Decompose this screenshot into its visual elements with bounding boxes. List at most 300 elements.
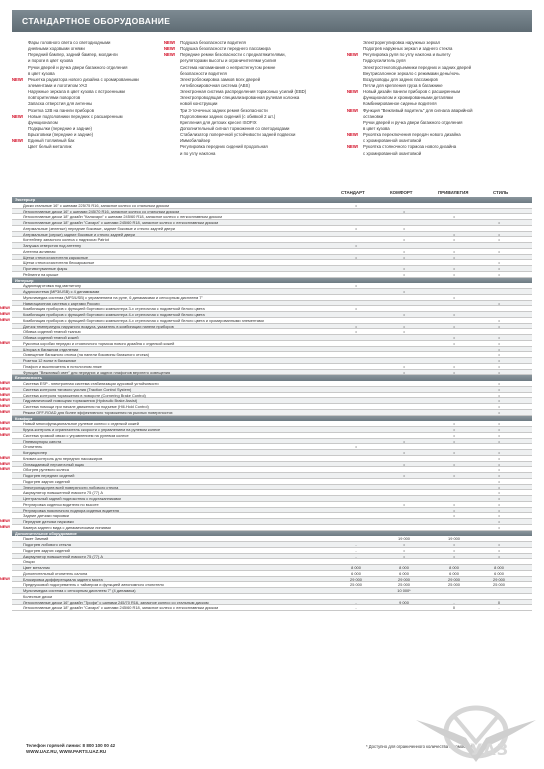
row-label: Диски стальные 16" с шинами 225/75 R16, запасное колесо со стальным диском <box>23 202 169 208</box>
cell-privilege: 29 000 <box>448 576 460 582</box>
standard-equipment-text: Регулировка передних сидений продольная <box>180 144 268 150</box>
row-label: Легкосплавные диски 16" дизайн "Трофи" с шинами 245/70 R16, запасное колесо со стальным диском <box>23 599 209 605</box>
cell-style: • <box>498 323 500 329</box>
standard-equipment-text: Внутрисалонное зеркало с режимами день/ночь <box>363 70 460 76</box>
standard-equipment-text: Новые подголовники передних с расширенным <box>28 113 123 119</box>
standard-equipment-item <box>164 151 374 157</box>
cell-privilege: • <box>453 547 455 553</box>
row-label: Подогрев лобового стекла <box>23 542 71 547</box>
cell-privilege: • <box>453 501 455 507</box>
cell-style: • <box>498 501 500 507</box>
column-header-style: СТИЛЬ <box>493 190 509 195</box>
cell-comfort: 25 000 <box>398 582 410 588</box>
row-label: Комбинация приборов с функцией бортового компьютера 4-х стрелочная с подсветкой белого цвета <box>23 312 205 317</box>
cell-privilege: • <box>453 369 455 375</box>
row-label: Аккумулятор повышенной емкости 75 (77) А <box>23 553 103 559</box>
new-badge: NEW! <box>0 312 11 316</box>
row-label: Круиз-контроль и ограничитель скорости с управлением на рулевом колесе <box>23 427 161 432</box>
standard-equipment-text: Дополнительный сигнал торможения со светодиодами <box>180 125 290 131</box>
standard-equipment-text: элементами и логотипом УАЗ <box>28 82 87 88</box>
row-label: Легкосплавные диски 18" дизайн "Калахари" с шинами 245/60 R18, запасное колесо с легкосплавным диском <box>23 214 222 220</box>
standard-equipment-text: Подогрев наружных зеркал и заднего стекла <box>363 46 453 52</box>
cell-comfort: 10 000* <box>397 588 411 593</box>
standard-equipment-text: Наружные зеркала в цвет кузова с встроенными <box>28 89 125 95</box>
cell-standard: - <box>355 605 357 611</box>
cell-style: • <box>498 553 500 559</box>
row-label: Кондиционер <box>23 450 48 455</box>
row-label: Контейнер запасного колеса с надписью Patriot <box>23 237 109 243</box>
cell-privilege: • <box>453 427 455 432</box>
cell-style: • <box>498 271 500 277</box>
cell-style: • <box>498 409 500 415</box>
cell-comfort: • <box>403 208 405 214</box>
row-label: Система контроля торможения в повороте (Cornering Brake Control) <box>23 392 146 398</box>
cell-style: • <box>498 358 500 363</box>
standard-equipment-text: в цвет кузова <box>28 70 55 76</box>
standard-equipment-text: Подушка безопасности водителя <box>180 40 246 45</box>
standard-equipment-item <box>12 144 182 150</box>
new-badge: NEW! <box>12 76 24 82</box>
standard-equipment-text: Цвет белый металлик <box>28 144 72 150</box>
row-label: Режим OFF-ROAD для более эффективного торможения на рыхлых поверхностях <box>23 409 173 415</box>
cell-style: • <box>498 427 500 432</box>
row-label: Рейлинги на крыше <box>23 271 59 277</box>
row-label: Навигационная система с картами России <box>23 300 100 306</box>
cell-privilege: 6 000 <box>449 570 459 576</box>
cell-style: • <box>498 392 500 398</box>
cell-privilege: 0 <box>452 605 456 611</box>
row-label: Центральный задний подлокотник с подстаканниками <box>23 496 121 501</box>
cell-style: • <box>498 467 500 473</box>
standard-equipment-text: Рукоятка переключения передач нового дизайна <box>363 132 461 138</box>
standard-equipment-text: Три 3-точечных задних ремня безопасности <box>180 107 268 113</box>
cell-style: • <box>498 513 500 519</box>
new-badge: NEW! <box>0 461 11 466</box>
cell-style: • <box>498 404 500 409</box>
row-label: Антенна активная <box>23 248 56 254</box>
cell-style: • <box>498 398 500 404</box>
row-label: Пакет Зимний <box>23 536 49 542</box>
new-badge: NEW! <box>347 89 359 95</box>
standard-equipment-text: Передние ремни безопасности с преднатяжителями, <box>180 52 286 58</box>
standard-equipment-text: Электрорегулировка наружных зеркал <box>363 40 440 45</box>
standard-equipment-text: Электростеклоподъемники передних и задних дверей <box>363 64 472 70</box>
cell-style: • <box>498 220 500 225</box>
row-label: Камера заднего вида с динамическими линиями <box>23 524 111 530</box>
standard-equipment-text: Воздуховоды для задних пассажиров <box>363 76 438 82</box>
cell-style: • <box>498 317 500 323</box>
row-label: Мультимедиа система (MP3/USB) с управлением на руле, 6 динамиками и сенсорным дисплеем 7" <box>23 294 203 300</box>
cell-comfort: • <box>403 225 405 231</box>
row-label: Обивка сидений темной тканью <box>23 329 81 335</box>
row-label: Рукоятка коробки передач и стояночного тормоза нового дизайна с отделкой кожей <box>23 340 175 346</box>
cell-style: - <box>498 605 500 611</box>
row-label: Цвет металлик <box>23 565 50 570</box>
page-header <box>12 10 532 32</box>
page-title: СТАНДАРТНОЕ ОБОРУДОВАНИЕ <box>22 16 171 26</box>
website-links[interactable]: WWW.UAZ.RU, WWW.PARTS.UAZ.RU <box>26 749 107 754</box>
cell-privilege: • <box>453 237 455 243</box>
cell-style: • <box>498 260 500 266</box>
cell-style: • <box>498 450 500 455</box>
new-badge: NEW! <box>0 519 11 523</box>
row-label: Аудиосистема (MP3/USB) с 4 динамиками <box>23 289 100 294</box>
new-badge: NEW! <box>12 138 24 144</box>
new-badge: NEW! <box>0 340 11 345</box>
cell-comfort: • <box>403 289 405 294</box>
cell-standard: • <box>355 243 357 248</box>
row-label: Противотуманные фары <box>23 266 68 271</box>
cell-style: • <box>498 237 500 243</box>
cell-style: • <box>498 363 500 369</box>
cell-privilege: • <box>453 312 455 317</box>
cell-comfort: • <box>403 501 405 507</box>
column-header-standard: СТАНДАРТ <box>341 190 365 195</box>
equipment-table <box>0 197 532 611</box>
standard-equipment-text: дневными ходовыми огнями <box>28 46 85 52</box>
cell-standard: - <box>355 547 357 553</box>
cell-privilege: • <box>453 473 455 478</box>
standard-equipment-item <box>347 151 532 157</box>
standard-equipment-text: Система напоминания о непристегнутом ремне <box>180 64 276 70</box>
intro-column-1 <box>12 40 182 151</box>
row-label: Комбинация приборов с функцией бортового компьютера 3-х стрелочная с подсветкой белого цвета <box>23 306 205 312</box>
cell-style: • <box>498 369 500 375</box>
new-badge: NEW! <box>0 455 11 460</box>
row-label: Аккумулятор повышенной емкости 75 (77) А <box>23 490 103 496</box>
cell-style: • <box>498 340 500 346</box>
cell-style: • <box>498 496 500 501</box>
cell-standard: • <box>355 444 357 450</box>
cell-standard: - <box>355 599 357 605</box>
cell-privilege: • <box>453 542 455 547</box>
row-label: Шторка в багажном отделении <box>23 346 79 352</box>
cell-comfort: • <box>403 237 405 243</box>
cell-style: • <box>498 490 500 496</box>
row-label: Отопитель <box>23 444 43 450</box>
standard-equipment-text: Запаска отверстия для антенны <box>28 101 93 107</box>
row-label: Подогрев задних сидений <box>23 478 70 484</box>
row-label: Легкосплавные диски 16" с шинами 245/70 R16, запасное колесо со стальным диском <box>23 208 180 214</box>
standard-equipment-text: Единый топливный бак <box>28 138 75 144</box>
cell-style: • <box>498 438 500 444</box>
row-label: Освещение багажного отсека (на панели боковины багажного отсека) <box>23 352 149 358</box>
cell-standard: • <box>355 329 357 335</box>
standard-equipment-text: Электроблокировка замков всех дверей <box>180 76 261 82</box>
standard-equipment-text: Стабилизатор поперечной устойчивости задней подвески <box>180 132 296 138</box>
row-label: Розетка 12 вольт в багажнике <box>23 358 77 363</box>
row-label: Щетки стеклоочистителя каркасные <box>23 254 89 260</box>
cell-style: 0 <box>497 599 501 605</box>
cell-privilege: • <box>453 335 455 340</box>
row-label: Запушка отверстия под антенну <box>23 243 82 248</box>
cell-comfort: 6 000 <box>399 570 409 576</box>
intro-column-3 <box>347 40 532 157</box>
cell-style: • <box>498 248 500 254</box>
column-header-comfort: КОМФОРТ <box>390 190 413 195</box>
standard-equipment-text: Брызговики (передние и задние) <box>28 132 94 138</box>
standard-equipment-text: в цвет кузова <box>363 125 390 131</box>
cell-standard: 25 000 <box>350 582 362 588</box>
cell-style: • <box>498 461 500 467</box>
cell-privilege: • <box>453 421 455 427</box>
cell-style: • <box>498 335 500 340</box>
standard-equipment-text: Функция "Вежливый водитель" для сигнала аварийной <box>363 107 473 113</box>
cell-style: • <box>498 300 500 306</box>
cell-privilege: • <box>453 271 455 277</box>
cell-style: • <box>498 524 500 530</box>
cell-comfort: • <box>403 323 405 329</box>
row-label: Система ESP - электронная система стабилизации курсовой устойчивости <box>23 381 159 386</box>
cell-comfort: 29 000 <box>398 576 410 582</box>
standard-equipment-text: Гидроусилитель руля <box>363 58 406 64</box>
standard-equipment-text: Новый дизайн панели приборов с расширенным <box>363 89 461 95</box>
row-label: Регулировка поясничного подпора сиденья водителя <box>23 507 120 513</box>
standard-equipment-text: Ручки дверей и ручка двери багажного отделения <box>363 119 463 125</box>
cell-privilege: • <box>453 438 455 444</box>
standard-equipment-text: с хромированной окантовкой <box>363 138 422 144</box>
cell-comfort: • <box>403 461 405 467</box>
standard-equipment-text: Фары головного света со светодиодными <box>28 40 111 45</box>
cell-privilege: - <box>453 599 455 605</box>
cell-style: • <box>498 473 500 478</box>
footnote: * Доступно для ограниченного количества автомобилей <box>366 744 475 749</box>
row-label: Блокировка дифференциала заднего моста <box>23 576 103 582</box>
row-label: Дополнительный отопитель салона <box>23 570 88 576</box>
new-badge: NEW! <box>12 113 24 119</box>
row-label: Подогрев передних сидений <box>23 473 75 478</box>
new-badge: NEW! <box>0 404 11 408</box>
row-label: Климат-контроль для передних пассажиров <box>23 455 103 461</box>
cell-comfort: • <box>403 473 405 478</box>
cell-privilege: • <box>453 254 455 260</box>
standard-equipment-text: Иммобилайзер <box>180 138 211 144</box>
cell-standard: - <box>355 553 357 559</box>
cell-comfort: • <box>403 254 405 260</box>
new-badge: NEW! <box>0 386 11 391</box>
row-label: Новый многофункциональное рулевое колесо с отделкой кожей <box>23 421 139 427</box>
row-label: Предпусковой подогреватель с таймером и функцией автономного отопителя <box>23 582 164 588</box>
new-badge: NEW! <box>347 52 359 58</box>
standard-equipment-text: Петли для крепления груза в багажнике <box>363 82 443 88</box>
cell-privilege: • <box>453 461 455 467</box>
row-label: Атермальные (зеленые) передние боковые, задние боковые и стекло задней двери <box>23 225 175 231</box>
row-label: Регулировка сиденья водителя по высоте <box>23 501 99 507</box>
cell-comfort: • <box>403 547 405 553</box>
row-label: Опции <box>23 559 35 565</box>
cell-comfort: • <box>403 266 405 271</box>
cell-standard: 8 000 <box>351 565 361 570</box>
cell-privilege: • <box>453 513 455 519</box>
row-label: Система контроля тягового усилия (Traction Control System) <box>23 386 132 392</box>
standard-equipment-text: функционалом <box>28 119 58 125</box>
cell-style: • <box>498 455 500 461</box>
standard-equipment-text: и по углу наклона <box>180 150 216 156</box>
row-label: Обогрев рулевого колеса <box>23 467 69 473</box>
cell-standard: • <box>355 323 357 329</box>
section-title: Комфорт <box>15 415 33 421</box>
standard-equipment-list <box>12 40 532 186</box>
cell-privilege: • <box>453 363 455 369</box>
standard-equipment-text: Решетка радиатора нового дизайна с хромированными <box>28 76 139 82</box>
new-badge: NEW! <box>0 524 11 529</box>
standard-equipment-text: безопасности водителя <box>180 70 227 76</box>
row-label: Передние датчики парковки <box>23 519 74 524</box>
new-badge: NEW! <box>0 576 11 581</box>
standard-equipment-text: Ручки дверей и ручка двери багажного отделения <box>28 64 128 70</box>
new-badge: NEW! <box>0 427 11 431</box>
footer-contacts <box>26 743 115 755</box>
new-badge: NEW! <box>0 398 11 403</box>
section-title: Экстерьер <box>15 197 36 202</box>
new-badge: NEW! <box>0 467 11 472</box>
cell-privilege: • <box>453 340 455 346</box>
new-badge: NEW! <box>0 421 11 426</box>
cell-comfort: • <box>403 312 405 317</box>
cell-style: • <box>498 421 500 427</box>
standard-equipment-text: новой конструкции <box>180 101 218 107</box>
new-badge: NEW! <box>0 432 11 437</box>
cell-style: • <box>498 386 500 392</box>
standard-equipment-text: Электронная система распределения тормозных усилий (EBD) <box>180 89 307 95</box>
cell-style: • <box>498 432 500 438</box>
new-badge: NEW! <box>0 317 11 322</box>
intro-column-2 <box>164 40 374 157</box>
section-title: Безопасность <box>15 375 42 381</box>
standard-equipment-text: Крепления для детских кресел ISOFIX <box>180 119 257 125</box>
table-row <box>12 605 532 611</box>
cell-comfort: • <box>403 271 405 277</box>
cell-style: • <box>498 507 500 513</box>
row-label: Охлаждаемый перчаточный ящик <box>23 461 84 467</box>
standard-equipment-text: с хромированной окантовкой <box>363 150 422 156</box>
cell-privilege: • <box>453 266 455 271</box>
cell-comfort: 19 000 <box>398 536 410 542</box>
cell-standard: • <box>355 283 357 289</box>
section-title: Интерьер <box>15 277 34 283</box>
standard-equipment-text: Подголовники задних сидений (с обивкой 2 шт.) <box>180 113 276 119</box>
cell-privilege: • <box>453 450 455 455</box>
new-badge: NEW! <box>0 381 11 385</box>
cell-comfort: • <box>403 553 405 559</box>
new-badge: NEW! <box>164 40 176 45</box>
cell-style: • <box>498 266 500 271</box>
cell-standard: • <box>355 306 357 312</box>
standard-equipment-text: Электропроводящая специализированная рулевая колонка <box>180 95 300 101</box>
cell-style: 25 000 <box>493 582 505 588</box>
standard-equipment-text: повторителями поворотов <box>28 95 81 101</box>
cell-comfort: 9 000 <box>399 599 409 605</box>
cell-standard: • <box>355 254 357 260</box>
cell-comfort: • <box>403 542 405 547</box>
new-badge: NEW! <box>0 306 11 311</box>
cell-standard: - <box>355 542 357 547</box>
cell-style: • <box>498 484 500 490</box>
cell-style: • <box>498 519 500 524</box>
cell-privilege: • <box>453 214 455 220</box>
row-label: Подогрев задних сидений <box>23 547 70 553</box>
cell-standard: • <box>355 202 357 208</box>
cell-comfort: • <box>403 363 405 369</box>
hotline-phone: Телефон горячей линии: 8 800 100 00 42 <box>26 743 116 748</box>
cell-privilege: • <box>453 231 455 237</box>
new-badge: NEW! <box>0 409 11 414</box>
row-label: Комбинация приборов с функцией бортового компьютера 4-х стрелочная с подсветкой белого цвета и хромированными элементами <box>23 317 264 323</box>
cell-privilege: • <box>453 248 455 254</box>
new-badge: NEW! <box>0 392 11 397</box>
cell-comfort: • <box>403 248 405 254</box>
row-label: Щетки стеклоочистителя бескаркасные <box>23 260 95 266</box>
standard-equipment-text: функционалом и хромированными деталями <box>363 95 453 101</box>
row-label: Обивка сидений темной кожей <box>23 335 79 340</box>
standard-equipment-text: Подушка безопасности переднего пассажира <box>180 46 271 52</box>
row-label: Датчик температуры наружного воздуха, указатель в комбинации панели приборов <box>23 323 174 329</box>
cell-privilege: 8 000 <box>449 565 459 570</box>
row-label: Мультимедиа система с сенсорным дисплеем 7" (4 динамика) <box>23 588 136 593</box>
row-label: Аудиоподготовка под магнитолу <box>23 283 81 289</box>
section-title: Дополнительное оборудование <box>15 530 77 536</box>
cell-comfort: • <box>403 438 405 444</box>
row-label: Система помощи при начале движения на подъеме (Hill-Hold Control) <box>23 404 149 409</box>
standard-equipment-text: и пороги в цвет кузова <box>28 58 73 64</box>
cell-style: 8 000 <box>494 565 504 570</box>
cell-style: • <box>498 346 500 352</box>
cell-style: • <box>498 542 500 547</box>
row-label: Легкосплавные диски 18" дизайн "Сахара" с шинами 245/60 R18, запасное колесо с легкосплавным диском <box>23 220 219 225</box>
standard-equipment-text: Регулировка руля по углу наклона и вылету <box>363 52 451 58</box>
column-header-privilege: ПРИВИЛЕГИЯ <box>438 190 469 195</box>
cell-privilege: • <box>453 323 455 329</box>
cell-comfort: • <box>403 329 405 335</box>
row-label: Колесные диски <box>23 593 53 599</box>
logo-wordmark: УАЗ <box>470 740 510 759</box>
standard-equipment-text: Комбинированное сиденье водителя <box>363 101 437 107</box>
row-label: Функция "Вежливый свет" для передних и задних плафонов верхнего освещения <box>23 369 171 375</box>
cell-standard: 6 000 <box>351 570 361 576</box>
row-label: Легкосплавные диски 18" дизайн "Сахара" с шинами 245/60 R18, запасное колесо с легкосплавным диском <box>23 605 219 611</box>
standard-equipment-text: Передний бампер, задний бампер, молдинги <box>28 52 118 58</box>
cell-standard: 29 000 <box>350 576 362 582</box>
standard-equipment-text: Розетка 12В на панели приборов <box>28 107 94 113</box>
row-label: Гидравлический помощник торможения (Hydraulic Brake Assist) <box>23 398 138 404</box>
cell-style: 29 000 <box>493 576 505 582</box>
standard-equipment-text: регуляторами высоты и ограничителями усилия <box>180 58 277 64</box>
cell-privilege: 25 000 <box>448 582 460 588</box>
row-label: Задние датчики парковки <box>23 513 69 519</box>
cell-privilege: 19 000 <box>448 536 460 542</box>
row-label: Система громкой связи с управлением на рулевом колесе <box>23 432 129 438</box>
cell-privilege: • <box>453 294 455 300</box>
cell-privilege: • <box>453 432 455 438</box>
cell-style: • <box>498 352 500 358</box>
cell-comfort: • <box>403 450 405 455</box>
cell-style: • <box>498 478 500 484</box>
standard-equipment-text: Подкрылки (передние и задние) <box>28 125 92 131</box>
new-badge: NEW! <box>164 46 176 52</box>
cell-style: 6 000 <box>494 570 504 576</box>
standard-equipment-text: Антиблокировочная система (ABS) <box>180 82 250 88</box>
row-label: Плафон и выключатель в потолочном люке <box>23 363 102 369</box>
cell-comfort: • <box>403 369 405 375</box>
row-label: Электроподогрев всей поверхности лобового стекла <box>23 484 119 490</box>
new-badge: NEW! <box>347 144 359 150</box>
row-label: Пневмоупоры капота <box>23 438 62 444</box>
cell-style: • <box>498 547 500 553</box>
new-badge: NEW! <box>347 132 359 138</box>
new-badge: NEW! <box>347 107 359 113</box>
cell-privilege: • <box>453 553 455 559</box>
standard-equipment-text: остановки <box>363 113 384 119</box>
